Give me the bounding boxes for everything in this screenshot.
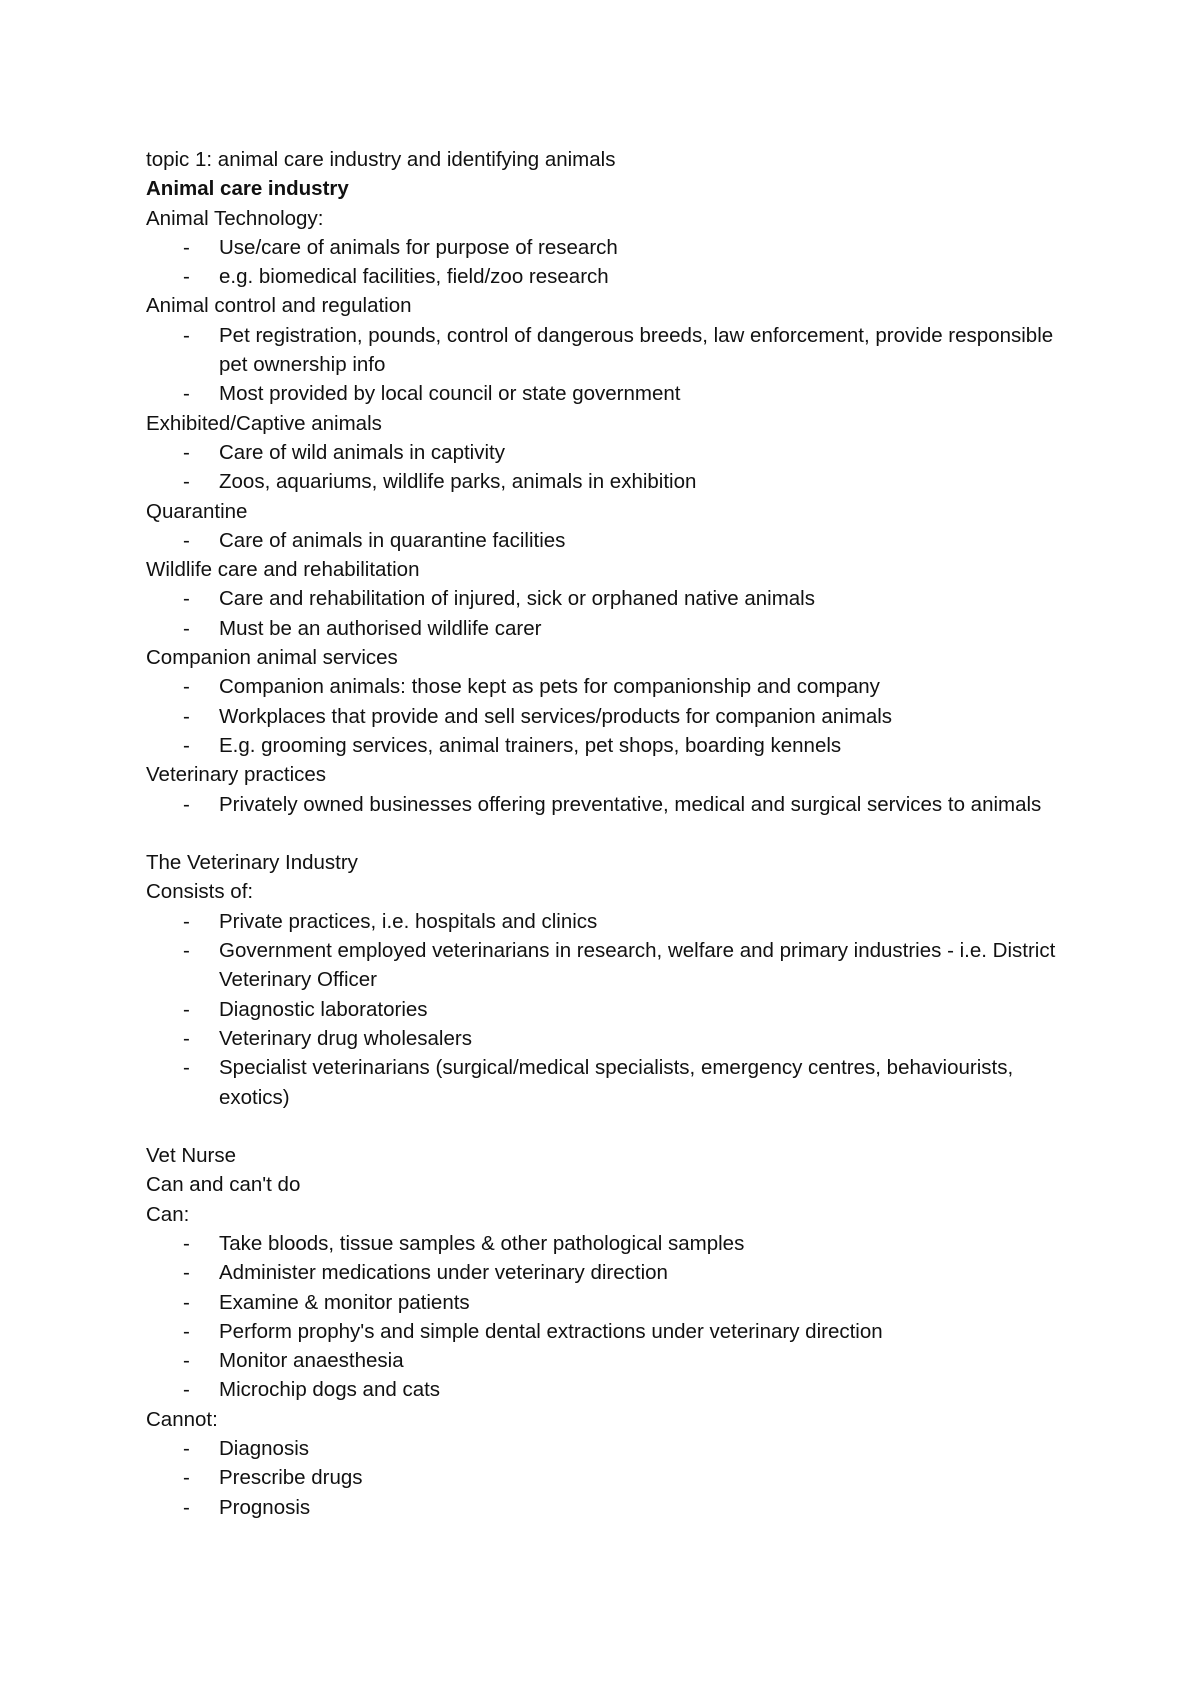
bullet-dash: - [183, 1437, 190, 1461]
bullet-dash: - [183, 675, 190, 699]
bullet-dash: - [183, 323, 190, 347]
list-item [146, 1434, 1086, 1463]
blank-line [146, 819, 1086, 848]
bullet-dash: - [183, 792, 190, 816]
section-heading: Animal Technology: [146, 206, 324, 230]
list-item-text: Diagnostic laboratories [219, 997, 428, 1021]
section-heading: Quarantine [146, 499, 248, 523]
bullet-dash: - [183, 1290, 190, 1314]
list-item [146, 1346, 1086, 1375]
list-item [146, 995, 1086, 1024]
bullet-dash: - [183, 1466, 190, 1490]
bullet-dash: - [183, 1056, 190, 1080]
document-page [146, 145, 1086, 1522]
list-item [146, 1463, 1086, 1492]
list-item-text: e.g. biomedical facilities, field/zoo research [219, 265, 609, 289]
section-title: Animal care industry [146, 177, 349, 201]
list-item-text: Care of animals in quarantine facilities [219, 528, 566, 552]
list-item-text: Perform prophy's and simple dental extractions under veterinary direction [219, 1319, 883, 1343]
list-item [146, 1229, 1086, 1258]
list-item-text: Take bloods, tissue samples & other pathological samples [219, 1231, 745, 1255]
list-item [146, 262, 1086, 291]
section-heading: Can: [146, 1202, 190, 1226]
list-item [146, 233, 1086, 262]
list-item-text: Care and rehabilitation of injured, sick or orphaned native animals [219, 587, 815, 611]
bullet-dash: - [183, 704, 190, 728]
list-item-text: Zoos, aquariums, wildlife parks, animals in exhibition [219, 470, 697, 494]
list-item-text: Veterinary drug wholesalers [219, 1026, 472, 1050]
list-item-text: Monitor anaesthesia [219, 1349, 404, 1373]
list-item [146, 1375, 1086, 1404]
section-heading: Veterinary practices [146, 763, 327, 787]
bullet-dash: - [183, 997, 190, 1021]
bullet-dash: - [183, 587, 190, 611]
bullet-dash: - [183, 1026, 190, 1050]
bullet-dash: - [183, 1319, 190, 1343]
list-item [146, 1053, 1086, 1112]
document-body [146, 174, 1086, 1522]
bullet-dash: - [183, 382, 190, 406]
bullet-dash: - [183, 733, 190, 757]
section-heading: Consists of: [146, 880, 254, 904]
section-heading: Wildlife care and rehabilitation [146, 558, 420, 582]
list-item-text: Use/care of animals for purpose of research [219, 235, 618, 259]
section-heading: Animal control and regulation [146, 294, 412, 318]
list-item-text: Care of wild animals in captivity [219, 440, 505, 464]
bullet-dash: - [183, 1231, 190, 1255]
section-heading: Exhibited/Captive animals [146, 411, 382, 435]
bullet-dash: - [183, 939, 190, 963]
section-heading: Can and can't do [146, 1173, 301, 1197]
list-item-text: Microchip dogs and cats [219, 1378, 441, 1402]
bullet-dash: - [183, 440, 190, 464]
list-item [146, 614, 1086, 643]
list-item-text: Diagnosis [219, 1437, 310, 1461]
bullet-dash: - [183, 1349, 190, 1373]
list-item-text: Pet registration, pounds, control of dangerous breeds, law enforcement, provide responsible pet ownership info [219, 323, 1054, 377]
section-heading: Vet Nurse [146, 1144, 237, 1168]
bullet-dash: - [183, 528, 190, 552]
list-item-text: Government employed veterinarians in research, welfare and primary industries - i.e. District Veterinary Officer [219, 939, 1056, 992]
bullet-dash: - [183, 1495, 190, 1519]
list-item [146, 1317, 1086, 1346]
list-item [146, 379, 1086, 408]
bullet-dash: - [183, 616, 190, 640]
bullet-dash: - [183, 909, 190, 933]
section-heading: The Veterinary Industry [146, 851, 358, 875]
list-item-text: Companion animals: those kept as pets for companionship and company [219, 675, 880, 699]
blank-line [146, 1112, 1086, 1141]
list-item [146, 438, 1086, 467]
list-item [146, 526, 1086, 555]
section-heading: Cannot: [146, 1407, 218, 1431]
section-heading: Companion animal services [146, 646, 398, 670]
list-item [146, 1258, 1086, 1287]
bullet-dash: - [183, 265, 190, 289]
list-item [146, 936, 1086, 995]
list-item-text: Must be an authorised wildlife carer [219, 616, 542, 640]
list-item-text: Workplaces that provide and sell services/products for companion animals [219, 704, 893, 728]
list-item [146, 1288, 1086, 1317]
list-item [146, 321, 1086, 380]
list-item-text: E.g. grooming services, animal trainers, pet shops, boarding kennels [219, 733, 842, 757]
list-item-text: Prognosis [219, 1495, 311, 1519]
list-item [146, 467, 1086, 496]
list-item [146, 907, 1086, 936]
list-item-text: Prescribe drugs [219, 1466, 363, 1490]
list-item [146, 1493, 1086, 1522]
list-item [146, 584, 1086, 613]
list-item [146, 702, 1086, 731]
bullet-dash: - [183, 1378, 190, 1402]
bullet-dash: - [183, 235, 190, 259]
list-item-text: Specialist veterinarians (surgical/medical specialists, emergency centres, behaviourists, exotics) [219, 1056, 1014, 1109]
bullet-dash: - [183, 1261, 190, 1285]
list-item [146, 672, 1086, 701]
list-item-text: Privately owned businesses offering preventative, medical and surgical services to animals [219, 792, 1042, 816]
list-item-text: Most provided by local council or state government [219, 382, 681, 406]
document-title: topic 1: animal care industry and identifying animals [146, 148, 616, 171]
list-item [146, 1024, 1086, 1053]
list-item [146, 731, 1086, 760]
bullet-dash: - [183, 470, 190, 494]
list-item-text: Examine & monitor patients [219, 1290, 470, 1314]
list-item-text: Private practices, i.e. hospitals and clinics [219, 909, 598, 933]
list-item [146, 790, 1086, 819]
list-item-text: Administer medications under veterinary direction [219, 1261, 668, 1285]
